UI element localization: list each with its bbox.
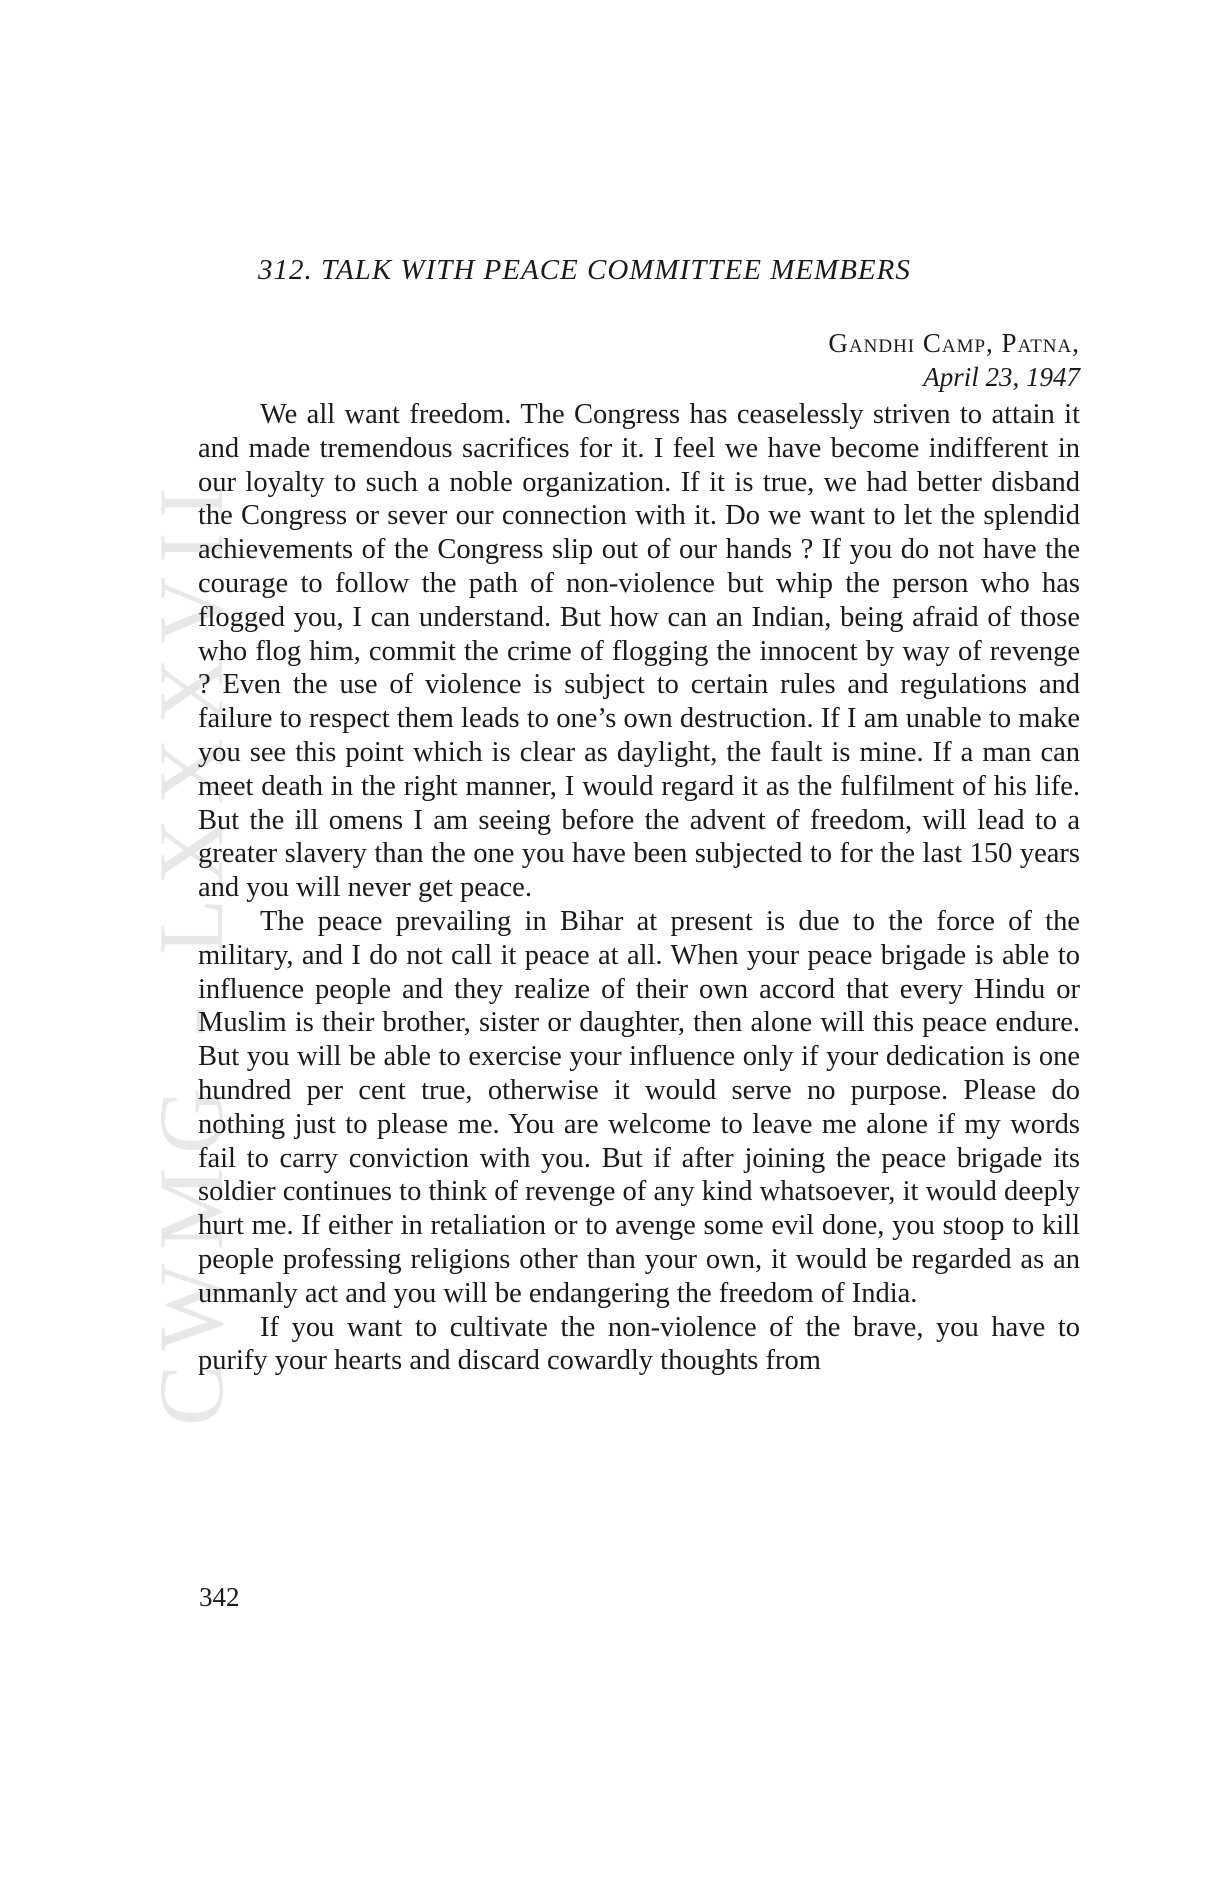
document-page <box>198 248 1080 1378</box>
paragraph: We all want freedom. The Congress has ceaselessly striven to attain it and made tremendous sacrifices for it. I feel we have become indifferent in our loyalty to such a noble organization. If it is true, we had better disband the Congress or sever our connection with it. Do we want to let the splendid achievements of the Congress slip out of our hands ? If you do not have the courage to follow the path of non-violence but whip the person who has flogged you, I can understand. But how can an Indian, being afraid of those who flog him, commit the crime of flogging the innocent by way of revenge ? Even the use of violence is subject to certain rules and regulations and failure to respect them leads to one’s own destruction. If I am unable to make you see this point which is clear as daylight, the fault is mine. If a man can meet death in the right manner, I would regard it as the fulfilment of his life. But the ill omens I am seeing before the advent of freedom, will lead to a greater slavery than the one you have been subjected to for the last 150 years and you will never get peace. <box>198 399 1080 904</box>
watermark-text: CWMG - LXXXVII <box>140 473 242 1427</box>
date-line: April 23, 1947 <box>923 362 1080 392</box>
section-heading: 312. TALK WITH PEACE COMMITTEE MEMBERS <box>258 254 911 286</box>
page-number: 342 <box>199 1582 240 1612</box>
body-text <box>198 398 1080 1378</box>
paragraph: The peace prevailing in Bihar at present is due to the force of the military, and I do not call it peace at all. When your peace brigade is able to influence people and they realize of their own accord that every Hindu or Muslim is their brother, sister or daughter, then alone will this peace endure. But you will be able to exercise your influence only if your dedication is one hundred per cent true, otherwise it would serve no purpose. Please do nothing just to please me. You are welcome to leave me alone if my words fail to carry conviction with you. But if after joining the peace brigade its soldier continues to think of revenge of any kind whatsoever, it would deeply hurt me. If either in retaliation or to avenge some evil done, you stoop to kill people professing religions other than your own, it would be regarded as an unmanly act and you will be endangering the freedom of India. <box>198 905 1080 1309</box>
place-date-block <box>198 326 1080 394</box>
paragraph: If you want to cultivate the non-violence of the brave, you have to purify your hearts and discard cowardly thoughts from <box>198 1311 1080 1377</box>
place-line: Gandhi Camp, Patna, <box>828 328 1080 358</box>
